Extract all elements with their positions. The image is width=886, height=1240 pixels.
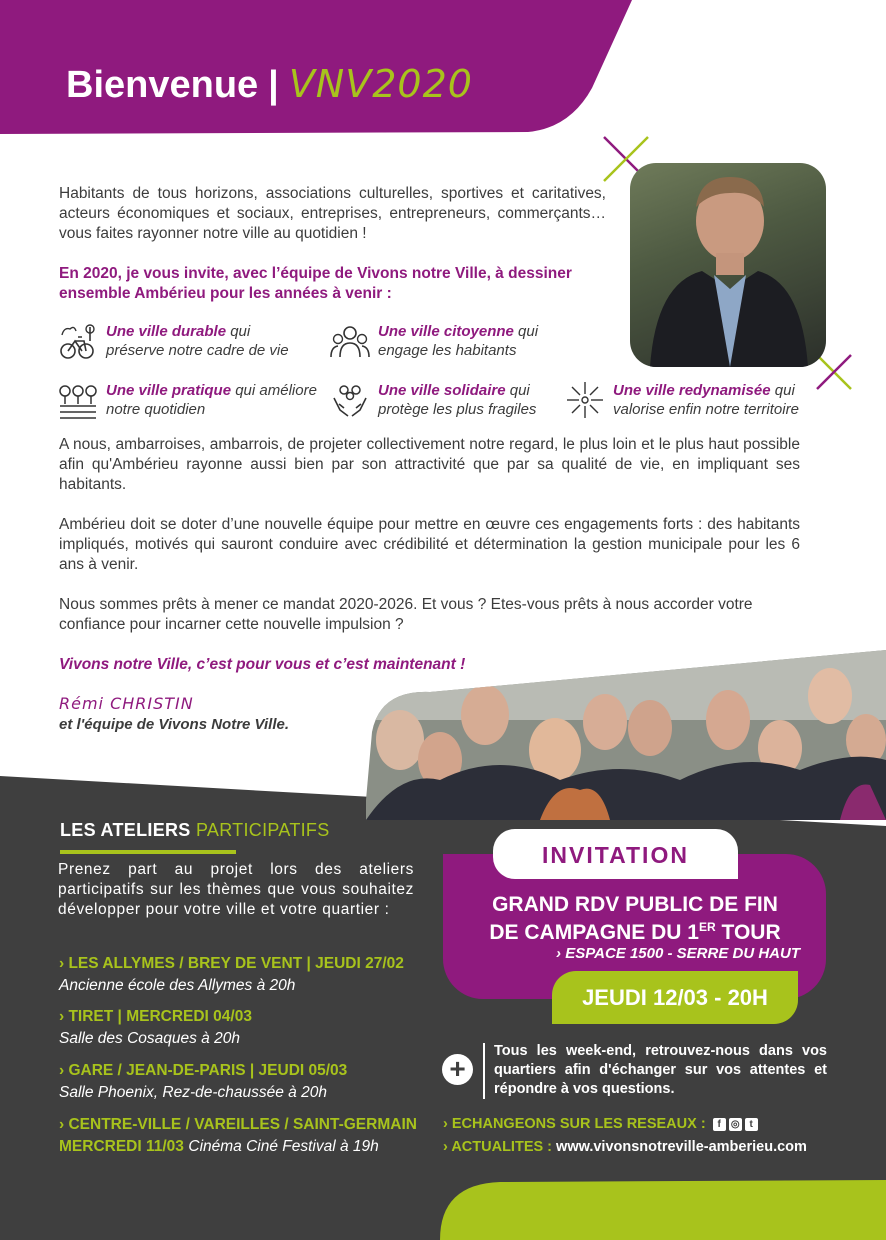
- signature-name: Rémi CHRISTIN: [59, 694, 194, 713]
- atelier-event-title: › TIRET | MERCREDI 04/03: [59, 1008, 252, 1025]
- body-paragraph: A nous, ambarroises, ambarrois, de projeter collectivement notre regard, le plus loin et le plus haut possible afin qu'Ambérieu rayonne aussi bien par son attractivité que par sa qualité de vie, en impliquant ses habitants.: [59, 436, 800, 493]
- pillar-pratique: Une ville pratique qui améliore notre quotidien: [106, 382, 317, 418]
- divider: [483, 1043, 485, 1099]
- invitation-date: JEUDI 12/03 - 20H: [582, 985, 768, 1010]
- ateliers-title: LES ATELIERS PARTICIPATIFS: [60, 820, 330, 840]
- twitter-icon[interactable]: t: [745, 1118, 758, 1131]
- instagram-icon[interactable]: ◎: [729, 1118, 742, 1131]
- pillar-citoyenne: Une ville citoyenne qui engage les habitants: [378, 323, 539, 359]
- atelier-event-title: › GARE / JEAN-DE-PARIS | JEUDI 05/03: [59, 1062, 348, 1079]
- page-title-accent: VNV2020: [288, 62, 473, 106]
- invitation-place: › ESPACE 1500 - SERRE DU HAUT: [556, 945, 800, 962]
- news-link[interactable]: www.vivonsnotreville-amberieu.com: [556, 1139, 807, 1155]
- body-paragraph: Ambérieu doit se doter d’une nouvelle équipe pour mettre en œuvre ces engagements forts : des habitants impliqués, motivés qui sauront conduire avec crédibilité et détermination la gestion municipale pour les 6 ans à venir.: [59, 516, 800, 573]
- atelier-event-place: Salle Phoenix, Rez-de-chaussée à 20h: [59, 1084, 327, 1101]
- intro-paragraph: Habitants de tous horizons, associations culturelles, sportives et caritatives, acteurs économiques et sociaux, entreprises, entrepreneurs, commerçants… vous faites rayonner notre ville au quotidien !: [59, 185, 606, 242]
- news-line: › ACTUALITES : www.vivonsnotreville-amberieu.com: [443, 1139, 807, 1155]
- invitation-label: INVITATION: [542, 842, 689, 868]
- atelier-event-place: MERCREDI 11/03 Cinéma Ciné Festival à 19h: [59, 1138, 379, 1155]
- slogan: Vivons notre Ville, c’est pour vous et c’est maintenant !: [59, 656, 466, 673]
- atelier-event-place: Ancienne école des Allymes à 20h: [59, 977, 296, 994]
- bottom-green-accent: [440, 1180, 886, 1240]
- body-paragraph: Nous sommes prêts à mener ce mandat 2020-2026. Et vous ? Etes-vous prêts à nous accorder votre confiance pour incarner cette nouvelle impulsion ?: [59, 596, 753, 633]
- trees-icon: [58, 382, 98, 422]
- social-line: › ECHANGEONS SUR LES RESEAUX : f ◎ t: [443, 1116, 758, 1132]
- invitation-headline: GRAND RDV PUBLIC DE FIN DE CAMPAGNE DU 1ER TOUR: [489, 893, 781, 944]
- atelier-event-place: Salle des Cosaques à 20h: [59, 1030, 240, 1047]
- people-icon: [330, 321, 370, 361]
- sparkle-icon: [565, 380, 605, 420]
- pillar-redynamisee: Une ville redynamisée qui valorise enfin notre territoire: [613, 382, 799, 418]
- bicycle-icon: [58, 321, 98, 361]
- signature-team: et l'équipe de Vivons Notre Ville.: [59, 716, 290, 733]
- page-title: Bienvenue | VNV2020: [66, 62, 473, 106]
- hands-icon: [330, 380, 370, 420]
- plus-icon: +: [442, 1054, 473, 1085]
- candidate-portrait: [630, 163, 826, 367]
- ateliers-underline: [60, 850, 236, 854]
- pillar-solidaire: Une ville solidaire qui protège les plus fragiles: [378, 382, 537, 418]
- pillar-durable: Une ville durable qui préserve notre cadre de vie: [106, 323, 289, 359]
- facebook-icon[interactable]: f: [713, 1118, 726, 1131]
- atelier-event-title: › CENTRE-VILLE / VAREILLES / SAINT-GERMAIN: [59, 1116, 417, 1133]
- ateliers-intro: Prenez part au projet lors des ateliers participatifs sur les thèmes que vous souhaitez développer pour votre ville et votre quartier :: [58, 861, 414, 918]
- intro-invitation: En 2020, je vous invite, avec l’équipe de Vivons notre Ville, à dessiner ensemble Ambérieu pour les années à venir :: [59, 265, 572, 302]
- weekend-info: Tous les week-end, retrouvez-nous dans vos quartiers afin d'échanger sur vos attentes et répondre à vos questions.: [494, 1043, 827, 1097]
- atelier-event-title: › LES ALLYMES / BREY DE VENT | JEUDI 27/02: [59, 955, 404, 972]
